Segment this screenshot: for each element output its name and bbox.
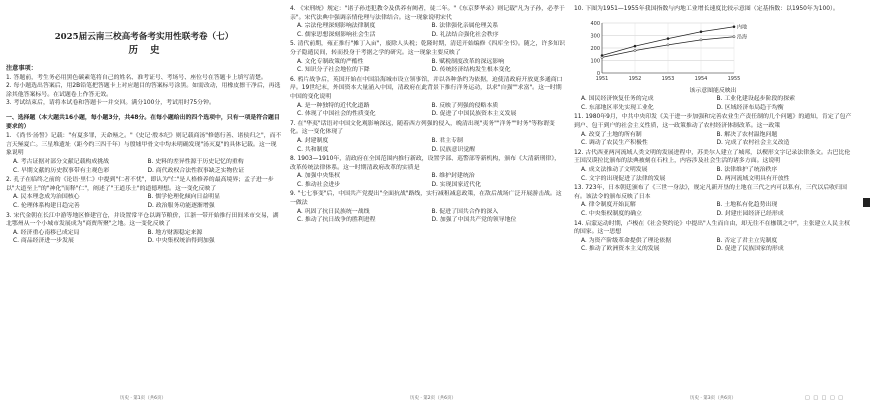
option: C. 知识分子社会地位的下降 bbox=[297, 67, 370, 74]
option: A. 考古证据对部分文献记载构成挑战 bbox=[13, 158, 110, 165]
y-tick-label: 0 bbox=[596, 70, 600, 77]
option: D. 封建庄园经济已经形成 bbox=[716, 210, 784, 217]
option: A. 文化专制政策的严酷性 bbox=[297, 58, 364, 65]
x-tick-label: 1954 bbox=[694, 75, 708, 82]
chart-container bbox=[574, 17, 852, 85]
option: C. 调动了农民生产积极性 bbox=[581, 140, 648, 147]
y-tick-label: 400 bbox=[590, 20, 600, 27]
option-row bbox=[581, 245, 852, 254]
option: D. 完成了农村社会主义改造 bbox=[716, 140, 790, 147]
option: C. 商品经济进一步发展 bbox=[13, 238, 74, 245]
option: C. 推动了欧洲资本主义的发展 bbox=[581, 246, 660, 253]
option: A. 巩固了抗日民族统一战线 bbox=[297, 208, 370, 215]
option: B. 促进了国共合作的深入 bbox=[431, 208, 499, 215]
option: B. 否定了君主立宪制度 bbox=[716, 237, 778, 244]
option: B. 赋税制度改革的深远影响 bbox=[431, 58, 505, 65]
y-tick-label: 100 bbox=[590, 57, 600, 64]
option: B. 维护封建统治 bbox=[431, 173, 475, 180]
option: A. 为资产阶级革命提供了理论依据 bbox=[581, 237, 672, 244]
option-row bbox=[13, 158, 282, 167]
option: B. 史料的差异性源于历史记忆的重构 bbox=[147, 158, 244, 165]
option-row bbox=[581, 139, 852, 148]
option-row bbox=[297, 146, 566, 155]
option-row bbox=[581, 131, 852, 140]
option: B. 解决了农村温饱问题 bbox=[716, 131, 778, 138]
section-heading: 一、选择题（本大题共16小题，每小题3分，共48分。在每小题给出的四个选项中，只有一项是符合题目要求的） bbox=[6, 114, 280, 130]
option: A. 律令制度开始瓦解 bbox=[581, 202, 636, 209]
option-row bbox=[13, 237, 282, 246]
option: B. 君主专制 bbox=[431, 137, 463, 144]
data-point bbox=[667, 37, 669, 39]
data-point bbox=[700, 38, 702, 40]
option: C. 儒家思想深刻影响社会生活 bbox=[297, 31, 376, 38]
option: D. 实现国家近代化 bbox=[431, 181, 482, 188]
option-row bbox=[13, 167, 282, 176]
option: A. 是一种独特的近代化道路 bbox=[297, 102, 370, 109]
option: C. 推动了抗日战争的胜利进程 bbox=[297, 217, 376, 224]
note-item: 1. 答题前，考生务必用黑色碳素笔将自己的姓名、准考证号、考场号、座位号在答题卡上填写清楚。 bbox=[6, 74, 267, 81]
x-tick-label: 1952 bbox=[628, 75, 642, 82]
option: D. 中央集权统治得到加强 bbox=[147, 238, 215, 245]
option: A. 宗法伦理深刻影响法律制度 bbox=[297, 23, 376, 30]
question-stem: 11. 1980年9月，中共中央印发《关于进一步加强和完善农业生产责任制的几个问题》的通知，肯定了包产到户、包干到户的社会主义性质，这一政策推动了农村经济体制改革。这一政策 bbox=[574, 114, 852, 129]
option-row bbox=[297, 110, 566, 119]
chart-caption: 该示意图能反映出 bbox=[689, 87, 737, 94]
option: B. 法律强化亲属伦理关系 bbox=[431, 23, 499, 30]
series-label: 内地 bbox=[737, 24, 748, 31]
notes-heading: 注意事项： bbox=[6, 65, 37, 72]
option: D. 礼法结合强化社会秩序 bbox=[431, 31, 499, 38]
option: D. 民族意识觉醒 bbox=[431, 146, 476, 153]
option: B. 反映了列强的侵略本质 bbox=[431, 102, 499, 109]
y-tick-label: 200 bbox=[590, 45, 600, 52]
option: B. 土地私有化趋势出现 bbox=[716, 202, 778, 209]
question-stem: 12. 古代西亚两河流域人类文明的发展进程中，苏美尔人建立了城邦，以楔形文字记录法律条文。古巴比伦王国汉谟拉比颁布的法典被刻在石柱上，内容涉及社会生活的诸多方面。这说明 bbox=[574, 149, 851, 165]
line-chart bbox=[574, 17, 774, 85]
question-stem: 4. 《宋刑统》规定："诸子孙违犯教令及供养有阙者，徒二年。"《东京梦华录》则记载"凡为子孙，必孝于亲"。宋代法典中强调亲情伦理与法律结合。这一现象说明宋代 bbox=[290, 6, 565, 21]
option-row bbox=[13, 193, 282, 202]
option: C. 东部地区率先实现工业化 bbox=[581, 104, 654, 111]
exam-title: 2025届云南三校高考备考实用性联考卷（七） bbox=[54, 32, 234, 42]
option: A. 改变了土地的所有制 bbox=[581, 131, 642, 138]
question-stem: 2. 孔子在临终之前的《论语·里仁》中提到"仁者不忧"，即认为"仁"是人格修养的最高境界；孟子进一步以"大道至上"的"神化"而释"仁"，阐述了"王道乐土"的道德理想。这一变化反映了 bbox=[6, 177, 274, 192]
option-row bbox=[297, 208, 566, 217]
option-row bbox=[581, 166, 852, 175]
data-point bbox=[700, 30, 702, 32]
data-point bbox=[667, 43, 669, 45]
option: B. 法律维护了统治秩序 bbox=[716, 166, 778, 173]
option: C. 中央集权制度的确立 bbox=[581, 210, 642, 217]
question-list-left bbox=[6, 132, 282, 246]
option: C. 共和制度 bbox=[297, 146, 329, 153]
option: D. 传统经济结构发生根本变化 bbox=[431, 67, 511, 74]
exam-subject: 历史 bbox=[128, 45, 172, 56]
page-footer: 历史 · 第2页（共6页） bbox=[410, 396, 457, 401]
option: D. 加强了中国共产党的领导地位 bbox=[431, 217, 517, 224]
x-tick-label: 1955 bbox=[727, 75, 741, 82]
page-marks: □ □ □ □ □ bbox=[805, 395, 844, 401]
option-row bbox=[297, 31, 566, 40]
data-point bbox=[733, 35, 735, 37]
question-stem: 1. 《尚书·汤誓》记载："有夏多罪，天命殛之。"《史记·殷本纪》则记载商汤"修德行善、诸侯归之"，而不言天殛夏亡。三星堆遗址（距今约三四千年）与殷墟甲骨文中均未明确发现"汤灭夏"的具体记载。这一现象说明 bbox=[6, 133, 282, 157]
question-stem: 9. "七七事变"后，中国共产党提出"全面抗战"路线，实行减租减息政策，在敌后战场广泛开展游击战。这一做法 bbox=[290, 191, 562, 207]
option: B. 地方财源稳定来源 bbox=[147, 229, 203, 236]
option-row bbox=[297, 181, 566, 190]
option-row bbox=[581, 210, 852, 219]
y-tick-label: 300 bbox=[590, 32, 600, 39]
option: D. 政治服务功能逐渐增强 bbox=[147, 202, 215, 209]
column-left bbox=[6, 4, 282, 392]
option-row bbox=[297, 22, 566, 31]
option-row bbox=[297, 66, 566, 75]
question-stem: 13. 723年，日本朝廷颁布了《三世一身法》，规定凡新开垦的土地在三代之内可以私有，三代以后收归国有。该法令的颁布反映了日本 bbox=[574, 185, 847, 200]
option-row bbox=[581, 237, 852, 246]
question-stem: 6. 鸦片战争后，英国开始在中国沿海城市设立领事馆，并以各种条约为依据，迫使清政府开放更多通商口岸。19世纪末，外国资本大量涌入中国，清政府在此背景下推行洋务运动，以求"自强""求富"。这一时期中国的变化说明 bbox=[290, 76, 563, 100]
option: C. 伦理体系构建日趋完善 bbox=[13, 202, 80, 209]
question-stem: 8. 1903—1910年，清政府在全国范围内推行新政，设置学部、巡警部等新机构，颁布《大清新刑律》，改革传统法律体系。这一时期清政府改革的实质是 bbox=[290, 156, 561, 171]
column-middle bbox=[290, 4, 566, 392]
question-stem: 7. 在"华夷"话语对中国文化观影响深远，随着西方列强的侵入，晚清出现"夷务""洋务""时务"等称谓变化。这一变化体现了 bbox=[290, 120, 555, 136]
option: B. 儒学伦理化倾向日益明显 bbox=[147, 194, 221, 201]
option: D. 商代政权合法性叙事缺乏实物佐证 bbox=[147, 167, 245, 174]
option-row bbox=[581, 104, 852, 113]
question-stem: 3. 宋代金朝在长江中游等地区修建官仓，并设置常平仓以调节粮价，江浙一带开始推行田间米市交易，湖北鄂州从一个小城市发展成为"商贾所聚"之地。这一变化反映了 bbox=[6, 212, 279, 228]
page-footer: 历史 · 第3页（共6页） bbox=[690, 396, 737, 401]
x-tick-label: 1953 bbox=[661, 75, 675, 82]
option: D. 区域经济布局趋于均衡 bbox=[716, 104, 784, 111]
question-list-middle bbox=[290, 5, 566, 225]
option-row bbox=[297, 137, 566, 146]
option: B. 工业化建设起步阶段的探索 bbox=[716, 96, 795, 103]
option-row bbox=[581, 95, 852, 104]
option: A. 民本理念成为治国核心 bbox=[13, 194, 80, 201]
data-point bbox=[733, 25, 735, 27]
question-stem: 14. 启蒙运动时期，卢梭在《社会契约论》中提出"人生而自由，却无往不在枷锁之中"，主张建立人民主权的国家。这一思想 bbox=[574, 220, 850, 236]
side-tab-marker bbox=[863, 198, 870, 207]
option: D. 促进了民族国家的形成 bbox=[716, 246, 784, 253]
series-label: 沿海 bbox=[737, 34, 748, 41]
option: A. 经济重心南移已成定局 bbox=[13, 229, 80, 236]
option-row bbox=[13, 202, 282, 211]
data-point bbox=[634, 49, 636, 51]
option: C. 体现了中国社会的性质变化 bbox=[297, 111, 376, 118]
option: C. 早期文献的历史叙事带有主观色彩 bbox=[13, 167, 110, 174]
option-row bbox=[581, 201, 852, 210]
option: A. 加强中央集权 bbox=[297, 173, 341, 180]
note-item: 2. 每小题选出答案后，用2B铅笔把答题卡上对应题目的答案标号涂黑。如需改动，用橡皮擦干净后，再选涂其他答案标号。在试题卷上作答无效。 bbox=[6, 83, 281, 98]
option: D. 促进了中国民族资本主义发展 bbox=[431, 111, 517, 118]
option-row bbox=[297, 216, 566, 225]
data-point bbox=[601, 56, 603, 58]
option-row bbox=[297, 172, 566, 181]
option: A. 成文法推动了文明发展 bbox=[581, 166, 648, 173]
question-stem: 5. 清代前期，雍正推行"摊丁入亩"，废除人头税；乾隆时期，清廷开始编修《四库全书》。随之，许多知识分子隐遁民间，转而投身于考据之学的研究。这一现象主要反映了 bbox=[290, 41, 566, 56]
question-list-right bbox=[574, 113, 852, 254]
note-item: 3. 考试结束后，请将本试卷和答题卡一并交回。满分100分，考试用时75分钟。 bbox=[6, 100, 215, 107]
option-row bbox=[297, 102, 566, 111]
page-footer: 历史 · 第1页（共6页） bbox=[120, 396, 167, 401]
option: C. 推动社会进步 bbox=[297, 181, 341, 188]
option-row bbox=[581, 175, 852, 184]
question-stem: 10. 下图为1951—1955年我国指数与内地工业增长速度比较示意图（定基指数：以1950年为100）。 bbox=[574, 6, 839, 12]
data-point bbox=[634, 45, 636, 47]
option: C. 文字的出现促进了法律的发展 bbox=[581, 175, 666, 182]
option: A. 封建制度 bbox=[297, 137, 329, 144]
x-tick-label: 1951 bbox=[595, 75, 609, 82]
option-row bbox=[297, 58, 566, 67]
option: D. 两河流域文明具有开放性 bbox=[716, 175, 790, 182]
option: A. 国民经济恢复任务的完成 bbox=[581, 96, 654, 103]
option-row bbox=[13, 229, 282, 238]
column-right bbox=[574, 4, 852, 392]
